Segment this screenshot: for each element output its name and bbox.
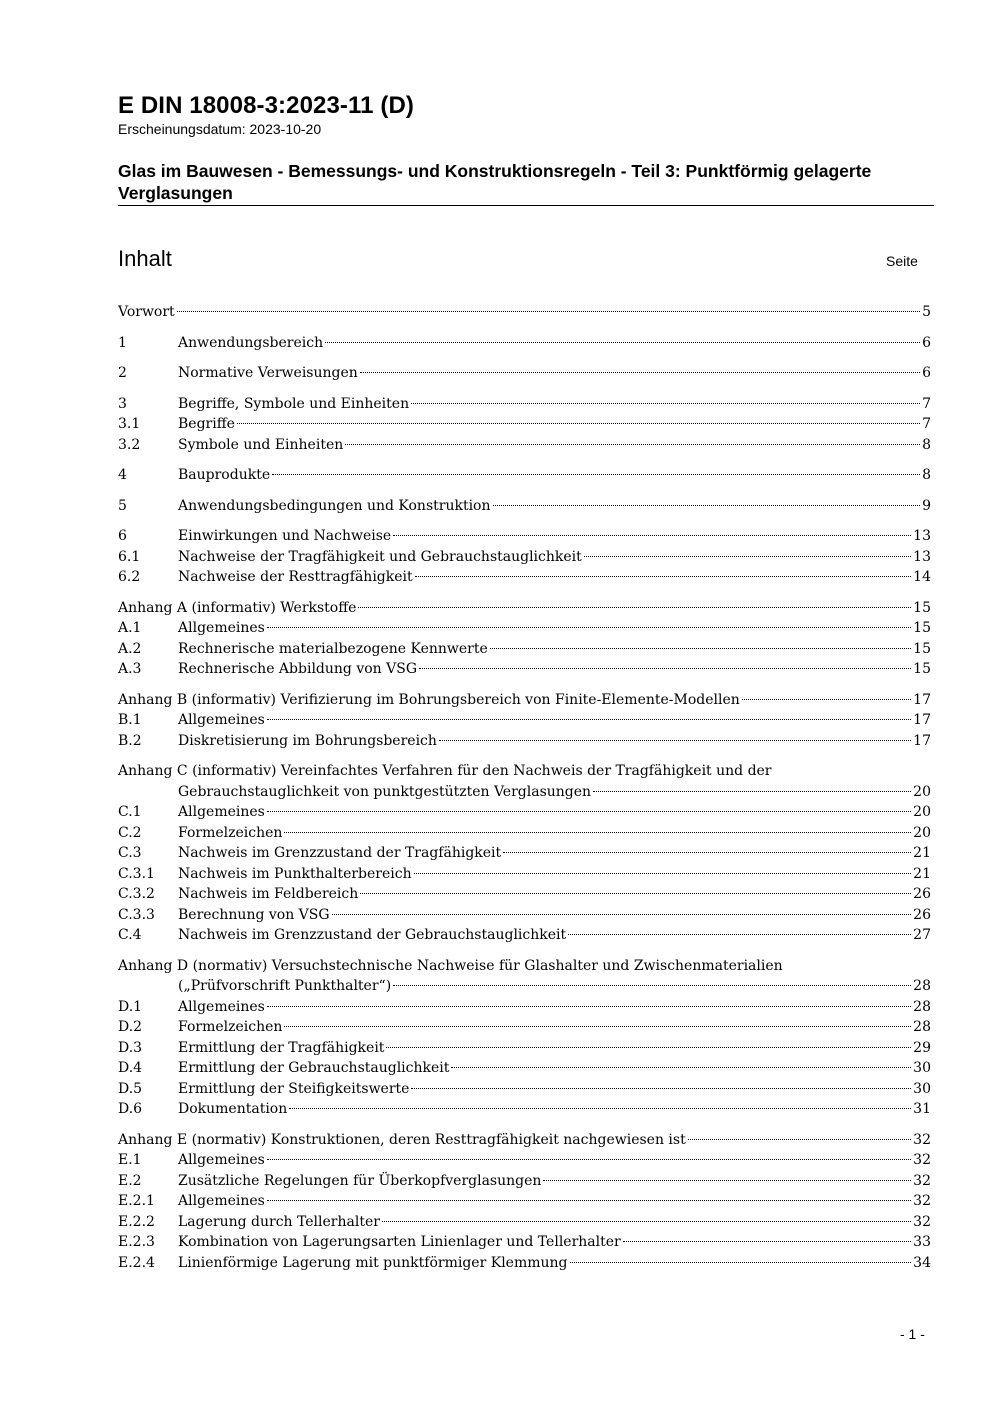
- toc-entry[interactable]: [118, 639, 931, 660]
- toc-entry[interactable]: [118, 1079, 931, 1100]
- toc-entry[interactable]: [118, 1253, 931, 1274]
- toc-entry[interactable]: [118, 394, 931, 415]
- toc-entry[interactable]: [118, 843, 931, 864]
- toc-entry-label: Anhang D (normativ) Versuchstechnische Nachweise für Glashalter und Zwischenmaterialien: [118, 957, 783, 974]
- page-number: - 1 -: [900, 1326, 925, 1342]
- toc-entry-label: Anhang C (informativ) Vereinfachtes Verfahren für den Nachweis der Tragfähigkeit und der: [118, 763, 772, 779]
- toc-entry-page: 30: [913, 1060, 931, 1076]
- toc-entry-label: Rechnerische Abbildung von VSG: [178, 661, 418, 677]
- toc-entry[interactable]: [118, 547, 931, 568]
- toc-entry-label: Nachweise der Resttragfähigkeit: [178, 569, 413, 585]
- toc-entry-label: („Prüfvorschrift Punkthalter“): [178, 978, 392, 994]
- toc-entry-label: Normative Verweisungen: [178, 365, 358, 381]
- toc-entry-number: 6: [118, 528, 127, 544]
- dot-leader: [419, 668, 911, 669]
- toc-entry[interactable]: [118, 1058, 931, 1079]
- toc-entry-page: 32: [913, 1213, 931, 1230]
- toc-entry[interactable]: [118, 864, 931, 885]
- toc-entry-page: 27: [913, 927, 931, 943]
- toc-entry-page: 17: [913, 712, 931, 728]
- toc-entry-number: B.2: [118, 732, 142, 749]
- toc-entry[interactable]: [118, 363, 931, 384]
- toc-entry-number: D.4: [118, 1060, 143, 1076]
- dot-leader: [543, 1180, 911, 1181]
- publication-date: Erscheinungsdatum: 2023-10-20: [118, 121, 322, 137]
- dot-leader: [360, 372, 920, 373]
- toc-entry-page: 26: [913, 886, 931, 902]
- toc-entry-number: D.6: [118, 1101, 143, 1117]
- toc-entry[interactable]: [118, 1232, 931, 1253]
- dot-leader: [267, 1200, 911, 1201]
- toc-entry-page: 9: [922, 497, 931, 514]
- toc-entry-number: C.3.1: [118, 865, 155, 882]
- toc-entry-page: 15: [913, 661, 931, 677]
- dot-leader: [289, 1108, 911, 1109]
- toc-entry-number: 6.1: [118, 548, 141, 565]
- toc-entry-page: 28: [913, 978, 931, 994]
- toc-entry[interactable]: [118, 905, 931, 926]
- toc-entry-page: 13: [913, 548, 931, 565]
- toc-entry-label: Vorwort: [118, 304, 175, 320]
- dot-leader: [742, 699, 911, 700]
- toc-entry-label: Kombination von Lagerungsarten Linienlager und Tellerhalter: [178, 1234, 621, 1250]
- toc-entry-label: Nachweis im Grenzzustand der Tragfähigkeit: [178, 845, 502, 861]
- dot-leader: [568, 934, 911, 935]
- dot-leader: [688, 1139, 911, 1140]
- toc-entry-number: D.3: [118, 1039, 143, 1056]
- toc-entry-number: E.2.1: [118, 1193, 155, 1209]
- toc-entry-page: 28: [913, 1019, 931, 1035]
- toc-entry-page: 8: [922, 467, 931, 483]
- toc-entry-page: 26: [913, 906, 931, 923]
- toc-entry-number: C.3.2: [118, 886, 155, 902]
- dot-leader: [415, 576, 912, 577]
- toc-entry-number: D.5: [118, 1080, 143, 1097]
- dot-leader: [284, 1026, 911, 1027]
- toc-entry-page: 6: [922, 334, 931, 351]
- toc-entry-heading-line[interactable]: [118, 956, 931, 977]
- dot-leader: [177, 311, 920, 312]
- toc-entry-label: Allgemeines: [178, 712, 265, 728]
- document-id: E DIN 18008-3:2023-11 (D): [118, 92, 414, 119]
- toc-entry[interactable]: [118, 884, 931, 905]
- toc-entry-label: Allgemeines: [178, 804, 265, 820]
- toc-entry-number: D.2: [118, 1019, 143, 1035]
- toc-entry-page: 21: [913, 865, 931, 882]
- toc-entry[interactable]: [118, 567, 931, 588]
- toc-entry-number: C.1: [118, 804, 142, 820]
- toc-entry-page: 15: [913, 640, 931, 657]
- toc-entry-label: Anhang A (informativ) Werkstoffe: [118, 599, 357, 616]
- dot-leader: [267, 811, 911, 812]
- toc-entry-label: Lagerung durch Tellerhalter: [178, 1213, 380, 1230]
- dot-leader: [393, 985, 911, 986]
- title-divider: [118, 205, 934, 206]
- toc-entry-number: 4: [118, 467, 127, 483]
- dot-leader: [267, 1006, 911, 1007]
- toc-entry-page: 29: [913, 1039, 931, 1056]
- toc-entry-label: Begriffe: [178, 416, 235, 432]
- toc-entry[interactable]: [118, 598, 931, 619]
- toc-entry-page: 31: [913, 1101, 931, 1117]
- toc-entry-page: 32: [913, 1152, 931, 1168]
- toc-entry-page: 6: [922, 365, 931, 381]
- dot-leader: [439, 740, 911, 741]
- toc-entry-number: 2: [118, 365, 127, 381]
- toc-entry-label: Nachweis im Feldbereich: [178, 886, 359, 902]
- toc-entry-label: Begriffe, Symbole und Einheiten: [178, 395, 410, 412]
- toc-entry-label: Anhang B (informativ) Verifizierung im Bohrungsbereich von Finite-Elemente-Modellen: [118, 691, 740, 708]
- toc-entry-label: Linienförmige Lagerung mit punktförmiger Klemmung: [178, 1254, 568, 1271]
- toc-entry-number: C.3: [118, 845, 142, 861]
- toc-entry-page: 32: [913, 1193, 931, 1209]
- toc-entry[interactable]: [118, 302, 931, 323]
- toc-entry-page: 34: [913, 1254, 931, 1271]
- toc-entry-label: Allgemeines: [178, 1193, 265, 1209]
- toc-entry[interactable]: [118, 526, 931, 547]
- dot-leader: [345, 444, 920, 445]
- toc-entry-label: Berechnung von VSG: [178, 906, 330, 923]
- toc-entry-label: Allgemeines: [178, 620, 265, 636]
- toc-entry-page: 13: [913, 528, 931, 544]
- toc-entry-label: Einwirkungen und Nachweise: [178, 528, 392, 544]
- toc-entry[interactable]: [118, 1191, 931, 1212]
- toc-entry-page: 21: [913, 845, 931, 861]
- toc-heading: Inhalt: [118, 246, 172, 271]
- toc-entry[interactable]: [118, 690, 931, 711]
- toc-entry-label: Anhang E (normativ) Konstruktionen, deren Resttragfähigkeit nachgewiesen ist: [118, 1131, 686, 1148]
- toc-entry-label: Bauprodukte: [178, 467, 271, 483]
- toc-entry-label: Ermittlung der Steifigkeitswerte: [178, 1080, 410, 1097]
- toc-entry[interactable]: [118, 710, 931, 731]
- dot-leader: [584, 556, 911, 557]
- toc-entry-label: Anwendungsbedingungen und Konstruktion: [178, 497, 491, 514]
- toc-entry-label: Diskretisierung im Bohrungsbereich: [178, 732, 437, 749]
- toc-entry-page: 33: [913, 1234, 931, 1250]
- dot-leader: [411, 403, 920, 404]
- toc-entry-number: A.2: [118, 640, 142, 657]
- toc-entry[interactable]: [118, 659, 931, 680]
- toc-entry-heading-line[interactable]: [118, 761, 931, 782]
- toc-entry-page: 7: [922, 416, 931, 432]
- toc-entry-page: 15: [913, 620, 931, 636]
- dot-leader: [332, 914, 912, 915]
- toc-entry[interactable]: [118, 1150, 931, 1171]
- dot-leader: [623, 1241, 911, 1242]
- dot-leader: [490, 648, 911, 649]
- toc-entry-page: 20: [913, 783, 931, 800]
- dot-leader: [272, 474, 920, 475]
- dot-leader: [237, 423, 920, 424]
- dot-leader: [414, 873, 912, 874]
- dot-leader: [386, 1047, 911, 1048]
- toc-entry-page: 30: [913, 1080, 931, 1097]
- dot-leader: [358, 607, 911, 608]
- toc-entry[interactable]: [118, 496, 931, 517]
- toc-entry-number: 1: [118, 334, 127, 351]
- toc-entry-number: C.2: [118, 824, 142, 841]
- toc-entry-number: E.2: [118, 1172, 142, 1189]
- toc-entry-label: Rechnerische materialbezogene Kennwerte: [178, 640, 488, 657]
- toc-entry-number: 6.2: [118, 569, 141, 585]
- toc-entry-number: 3.1: [118, 416, 141, 432]
- dot-leader: [382, 1221, 911, 1222]
- dot-leader: [493, 505, 921, 506]
- toc-entry-page: 5: [922, 304, 931, 320]
- page-column-label: Seite: [886, 253, 918, 269]
- toc-entry-number: B.1: [118, 712, 142, 728]
- toc-entry-page: 20: [913, 824, 931, 841]
- toc-entry-label: Dokumentation: [178, 1101, 288, 1117]
- dot-leader: [267, 1159, 911, 1160]
- toc-entry[interactable]: [118, 1130, 931, 1151]
- toc-entry-number: C.4: [118, 927, 142, 943]
- dot-leader: [411, 1088, 911, 1089]
- toc-entry-page: 20: [913, 804, 931, 820]
- toc-entry-label: Allgemeines: [178, 1152, 265, 1168]
- dot-leader: [325, 342, 920, 343]
- dot-leader: [267, 627, 911, 628]
- toc-entry-page: 28: [913, 998, 931, 1015]
- dot-leader: [451, 1067, 911, 1068]
- toc-entry[interactable]: [118, 782, 931, 803]
- toc-entry[interactable]: [118, 1171, 931, 1192]
- toc-entry[interactable]: [118, 414, 931, 435]
- toc-entry-label: Formelzeichen: [178, 1019, 283, 1035]
- toc-entry-page: 7: [922, 395, 931, 412]
- toc-entry-page: 17: [913, 691, 931, 708]
- toc-entry-number: 5: [118, 497, 127, 514]
- toc-entry-label: Ermittlung der Gebrauchstauglichkeit: [178, 1060, 450, 1076]
- toc-entry[interactable]: [118, 1038, 931, 1059]
- toc-entry-label: Symbole und Einheiten: [178, 436, 344, 453]
- dot-leader: [267, 719, 911, 720]
- dot-leader: [570, 1262, 912, 1263]
- toc-entry[interactable]: [118, 925, 931, 946]
- toc-entry-number: E.2.2: [118, 1213, 155, 1230]
- toc-entry-page: 14: [913, 569, 931, 585]
- table-of-contents: [118, 302, 931, 1273]
- toc-entry[interactable]: [118, 618, 931, 639]
- toc-entry-number: E.1: [118, 1152, 142, 1168]
- dot-leader: [393, 535, 911, 536]
- toc-entry-page: 32: [913, 1172, 931, 1189]
- dot-leader: [503, 852, 911, 853]
- toc-entry-number: A.3: [118, 661, 142, 677]
- toc-entry-number: E.2.4: [118, 1254, 155, 1271]
- document-title: Glas im Bauwesen - Bemessungs- und Konstruktionsregeln - Teil 3: Punktförmig gelagerte Verglasungen: [118, 161, 872, 203]
- toc-entry[interactable]: [118, 1099, 931, 1120]
- toc-entry-page: 32: [913, 1131, 931, 1148]
- toc-entry-number: C.3.3: [118, 906, 155, 923]
- toc-entry[interactable]: [118, 802, 931, 823]
- toc-entry[interactable]: [118, 465, 931, 486]
- toc-entry[interactable]: [118, 435, 931, 456]
- toc-entry-number: A.1: [118, 620, 142, 636]
- toc-entry-page: 15: [913, 599, 931, 616]
- toc-entry[interactable]: [118, 731, 931, 752]
- dot-leader: [360, 893, 911, 894]
- toc-entry-page: 17: [913, 732, 931, 749]
- toc-entry-label: Zusätzliche Regelungen für Überkopfverglasungen: [178, 1172, 542, 1189]
- toc-entry-number: E.2.3: [118, 1234, 155, 1250]
- toc-entry-number: 3: [118, 395, 127, 412]
- toc-entry-label: Anwendungsbereich: [178, 334, 324, 351]
- toc-entry-label: Formelzeichen: [178, 824, 283, 841]
- toc-entry-label: Gebrauchstauglichkeit von punktgestützten Verglasungen: [178, 783, 592, 800]
- toc-entry-label: Ermittlung der Tragfähigkeit: [178, 1039, 385, 1056]
- toc-entry[interactable]: [118, 1017, 931, 1038]
- toc-entry-label: Allgemeines: [178, 998, 265, 1015]
- toc-entry-number: 3.2: [118, 436, 141, 453]
- toc-entry-label: Nachweis im Grenzzustand der Gebrauchstauglichkeit: [178, 927, 567, 943]
- toc-entry-page: 8: [922, 436, 931, 453]
- toc-entry[interactable]: [118, 997, 931, 1018]
- toc-entry[interactable]: [118, 976, 931, 997]
- dot-leader: [284, 832, 911, 833]
- dot-leader: [593, 791, 911, 792]
- toc-entry[interactable]: [118, 1212, 931, 1233]
- toc-entry-label: Nachweis im Punkthalterbereich: [178, 865, 412, 882]
- toc-entry[interactable]: [118, 333, 931, 354]
- toc-entry-number: D.1: [118, 998, 143, 1015]
- toc-entry[interactable]: [118, 823, 931, 844]
- toc-entry-label: Nachweise der Tragfähigkeit und Gebrauchstauglichkeit: [178, 548, 582, 565]
